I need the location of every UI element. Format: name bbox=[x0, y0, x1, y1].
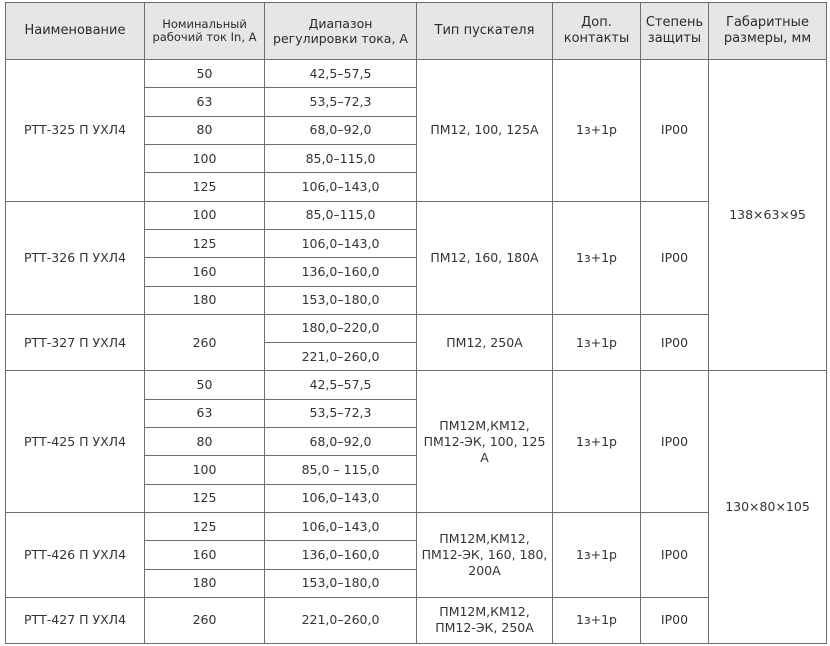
adjust-range: 53,5–72,3 bbox=[265, 88, 417, 116]
adjust-range: 85,0 – 115,0 bbox=[265, 456, 417, 484]
starter-type: ПМ12М,КМ12, ПМ12-ЭК, 250А bbox=[417, 597, 553, 643]
table-row bbox=[6, 597, 827, 643]
aux-contacts: 1з+1р bbox=[553, 60, 641, 202]
rated-current: 125 bbox=[145, 173, 265, 201]
adjust-range: 153,0–180,0 bbox=[265, 569, 417, 597]
rated-current: 100 bbox=[145, 456, 265, 484]
header-starter: Тип пускателя bbox=[417, 3, 553, 60]
aux-contacts: 1з+1р bbox=[553, 597, 641, 643]
adjust-range: 42,5–57,5 bbox=[265, 371, 417, 399]
rated-current: 80 bbox=[145, 116, 265, 144]
model-name: РТТ-325 П УХЛ4 bbox=[6, 60, 145, 202]
model-name: РТТ-326 П УХЛ4 bbox=[6, 201, 145, 314]
header-row bbox=[6, 3, 827, 60]
adjust-range: 42,5–57,5 bbox=[265, 60, 417, 88]
protection-degree: IP00 bbox=[641, 60, 709, 202]
protection-degree: IP00 bbox=[641, 513, 709, 598]
adjust-range: 106,0–143,0 bbox=[265, 229, 417, 257]
table-row bbox=[6, 60, 827, 88]
aux-contacts: 1з+1р bbox=[553, 371, 641, 513]
table-row bbox=[6, 201, 827, 229]
starter-type: ПМ12, 250А bbox=[417, 314, 553, 371]
aux-contacts: 1з+1р bbox=[553, 314, 641, 371]
rated-current: 63 bbox=[145, 88, 265, 116]
header-range: Диапазон регулировки тока, А bbox=[265, 3, 417, 60]
adjust-range: 221,0–260,0 bbox=[265, 597, 417, 643]
dimensions: 138×63×95 bbox=[709, 60, 827, 371]
rated-current: 160 bbox=[145, 258, 265, 286]
rated-current: 260 bbox=[145, 314, 265, 371]
adjust-range: 136,0–160,0 bbox=[265, 541, 417, 569]
model-name: РТТ-425 П УХЛ4 bbox=[6, 371, 145, 513]
starter-type: ПМ12, 160, 180А bbox=[417, 201, 553, 314]
rated-current: 50 bbox=[145, 60, 265, 88]
rated-current: 100 bbox=[145, 144, 265, 172]
starter-type: ПМ12М,КМ12, ПМ12-ЭК, 100, 125 А bbox=[417, 371, 553, 513]
adjust-range: 106,0–143,0 bbox=[265, 513, 417, 541]
table-row bbox=[6, 513, 827, 541]
header-contacts: Доп. контакты bbox=[553, 3, 641, 60]
protection-degree: IP00 bbox=[641, 597, 709, 643]
header-protection: Степень защиты bbox=[641, 3, 709, 60]
aux-contacts: 1з+1р bbox=[553, 201, 641, 314]
rated-current: 180 bbox=[145, 569, 265, 597]
rated-current: 50 bbox=[145, 371, 265, 399]
model-name: РТТ-327 П УХЛ4 bbox=[6, 314, 145, 371]
header-name: Наименование bbox=[6, 3, 145, 60]
table-row bbox=[6, 371, 827, 399]
rated-current: 260 bbox=[145, 597, 265, 643]
protection-degree: IP00 bbox=[641, 314, 709, 371]
adjust-range: 106,0–143,0 bbox=[265, 173, 417, 201]
table-row bbox=[6, 314, 827, 342]
rated-current: 160 bbox=[145, 541, 265, 569]
starter-type: ПМ12, 100, 125А bbox=[417, 60, 553, 202]
rated-current: 125 bbox=[145, 229, 265, 257]
dimensions: 130×80×105 bbox=[709, 371, 827, 644]
rated-current: 180 bbox=[145, 286, 265, 314]
aux-contacts: 1з+1р bbox=[553, 513, 641, 598]
model-name: РТТ-427 П УХЛ4 bbox=[6, 597, 145, 643]
rated-current: 125 bbox=[145, 484, 265, 512]
relay-spec-table bbox=[5, 2, 827, 644]
rated-current: 80 bbox=[145, 428, 265, 456]
protection-degree: IP00 bbox=[641, 201, 709, 314]
header-current: Номинальный рабочий ток In, А bbox=[145, 3, 265, 60]
adjust-range: 221,0–260,0 bbox=[265, 343, 417, 371]
rated-current: 63 bbox=[145, 399, 265, 427]
adjust-range: 85,0–115,0 bbox=[265, 201, 417, 229]
adjust-range: 153,0–180,0 bbox=[265, 286, 417, 314]
adjust-range: 85,0–115,0 bbox=[265, 144, 417, 172]
adjust-range: 136,0–160,0 bbox=[265, 258, 417, 286]
header-dims: Габаритные размеры, мм bbox=[709, 3, 827, 60]
starter-type: ПМ12М,КМ12, ПМ12-ЭК, 160, 180, 200А bbox=[417, 513, 553, 598]
protection-degree: IP00 bbox=[641, 371, 709, 513]
adjust-range: 68,0–92,0 bbox=[265, 428, 417, 456]
adjust-range: 106,0–143,0 bbox=[265, 484, 417, 512]
adjust-range: 68,0–92,0 bbox=[265, 116, 417, 144]
rated-current: 125 bbox=[145, 513, 265, 541]
adjust-range: 180,0–220,0 bbox=[265, 314, 417, 342]
rated-current: 100 bbox=[145, 201, 265, 229]
model-name: РТТ-426 П УХЛ4 bbox=[6, 513, 145, 598]
adjust-range: 53,5–72,3 bbox=[265, 399, 417, 427]
